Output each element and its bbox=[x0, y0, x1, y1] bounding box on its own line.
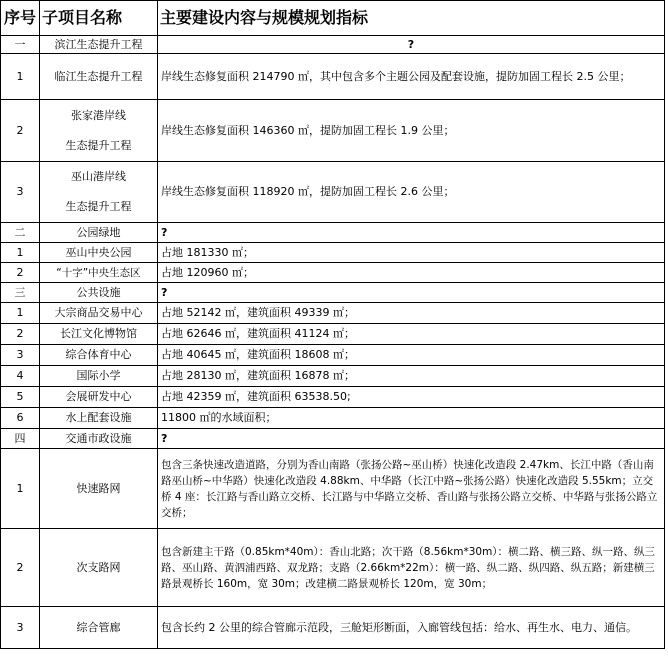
table-header-row bbox=[1, 1, 665, 36]
row-number: 1 bbox=[1, 449, 40, 529]
row-content: ? bbox=[158, 429, 665, 449]
row-name: 国际小学 bbox=[40, 366, 158, 387]
row-name: 会展研发中心 bbox=[40, 387, 158, 408]
row-number: 3 bbox=[1, 607, 40, 649]
row-content: ? bbox=[158, 223, 665, 243]
table-row bbox=[1, 263, 665, 283]
table-row bbox=[1, 366, 665, 387]
header-main-content: 主要建设内容与规模规划指标 bbox=[158, 1, 665, 36]
table-row bbox=[1, 607, 665, 649]
row-number: 1 bbox=[1, 303, 40, 324]
row-name: 综合管廊 bbox=[40, 607, 158, 649]
row-content: 岸线生态修复面积 146360 ㎡，提防加固工程长 1.9 公里； bbox=[158, 100, 665, 162]
table-row-section bbox=[1, 429, 665, 449]
row-name-line: 生态提升工程 bbox=[65, 138, 132, 152]
row-name bbox=[40, 162, 158, 223]
table-row bbox=[1, 100, 665, 162]
row-content: 占地 42359 ㎡，建筑面积 63538.50; bbox=[158, 387, 665, 408]
row-number: 2 bbox=[1, 529, 40, 607]
table-row bbox=[1, 529, 665, 607]
table-row bbox=[1, 345, 665, 366]
row-number: 3 bbox=[1, 162, 40, 223]
row-name: 公园绿地 bbox=[40, 223, 158, 243]
row-content: 占地 181330 ㎡； bbox=[158, 243, 665, 263]
table-row-section bbox=[1, 223, 665, 243]
row-number: 三 bbox=[1, 283, 40, 303]
row-content: 11800 ㎡的水域面积； bbox=[158, 408, 665, 429]
table-row bbox=[1, 324, 665, 345]
row-name: 滨江生态提升工程 bbox=[40, 36, 158, 54]
row-content: 包含三条快速改造道路，分别为香山南路（张扬公路~巫山桥）快速化改造段 2.47km、长江中路（香山南路巫山桥~中华路）快速化改造段 4.88km、中华路（长江中路~张扬公路）快速化改造段 5.55km；立交桥 4 座：长江路与香山路立交桥、长江路与中华路立交桥、香山路与张扬公路立交桥、中华路与张扬公路立交桥； bbox=[158, 449, 665, 529]
row-content: 占地 52142 ㎡，建筑面积 49339 ㎡； bbox=[158, 303, 665, 324]
row-content: ? bbox=[158, 283, 665, 303]
row-number: 2 bbox=[1, 263, 40, 283]
row-name-line: 生态提升工程 bbox=[65, 200, 132, 213]
row-number: 二 bbox=[1, 223, 40, 243]
row-name: 综合体育中心 bbox=[40, 345, 158, 366]
header-subproject-name: 子项目名称 bbox=[40, 1, 158, 36]
row-content: 占地 62646 ㎡，建筑面积 41124 ㎡； bbox=[158, 324, 665, 345]
row-number: 3 bbox=[1, 345, 40, 366]
row-content: 岸线生态修复面积 118920 ㎡，提防加固工程长 2.6 公里； bbox=[158, 162, 665, 223]
table-row bbox=[1, 162, 665, 223]
row-number: 4 bbox=[1, 366, 40, 387]
row-name: 交通市政设施 bbox=[40, 429, 158, 449]
row-name-line: 巫山港岸线 bbox=[71, 170, 126, 183]
row-number: 2 bbox=[1, 324, 40, 345]
table-row bbox=[1, 303, 665, 324]
row-number: 2 bbox=[1, 100, 40, 162]
row-number: 一 bbox=[1, 36, 40, 54]
table-row bbox=[1, 243, 665, 263]
row-name: 临江生态提升工程 bbox=[40, 54, 158, 100]
row-number: 四 bbox=[1, 429, 40, 449]
table-row bbox=[1, 449, 665, 529]
row-name: 巫山中央公园 bbox=[40, 243, 158, 263]
row-number: 1 bbox=[1, 54, 40, 100]
row-number: 6 bbox=[1, 408, 40, 429]
row-content: 占地 28130 ㎡，建筑面积 16878 ㎡； bbox=[158, 366, 665, 387]
row-name: 快速路网 bbox=[40, 449, 158, 529]
row-name: 大宗商品交易中心 bbox=[40, 303, 158, 324]
row-content: 包含长约 2 公里的综合管廊示范段，三舱矩形断面，入廊管线包括：给水、再生水、电力、通信。 bbox=[158, 607, 665, 649]
table-row bbox=[1, 54, 665, 100]
row-name: 水上配套设施 bbox=[40, 408, 158, 429]
row-number: 5 bbox=[1, 387, 40, 408]
row-content: 占地 40645 ㎡，建筑面积 18608 ㎡； bbox=[158, 345, 665, 366]
header-seq-no: 序号 bbox=[1, 1, 40, 36]
row-name: 长江文化博物馆 bbox=[40, 324, 158, 345]
table-row-section bbox=[1, 36, 665, 54]
row-name: 次支路网 bbox=[40, 529, 158, 607]
table-row bbox=[1, 408, 665, 429]
row-name: “十字”中央生态区 bbox=[40, 263, 158, 283]
row-content: 占地 120960 ㎡； bbox=[158, 263, 665, 283]
row-content: ? bbox=[158, 36, 665, 54]
table-row-section bbox=[1, 283, 665, 303]
row-number: 1 bbox=[1, 243, 40, 263]
row-content: 岸线生态修复面积 214790 ㎡，其中包含多个主题公园及配套设施，提防加固工程长 2.5 公里； bbox=[158, 54, 665, 100]
row-name bbox=[40, 100, 158, 162]
row-name-line: 张家港岸线 bbox=[71, 108, 126, 122]
row-name: 公共设施 bbox=[40, 283, 158, 303]
table-row bbox=[1, 387, 665, 408]
row-content: 包含新建主干路（0.85km*40m）：香山北路；次干路（8.56km*30m）：横二路、横三路、纵一路、纵三路、巫山路、黄泗浦西路、双龙路；支路（2.66km*22m）：横一路、纵二路、纵四路、纵五路；新建横三路景观桥长 160m，宽 30m；改建横二路景观桥长 120m，宽 30m； bbox=[158, 529, 665, 607]
